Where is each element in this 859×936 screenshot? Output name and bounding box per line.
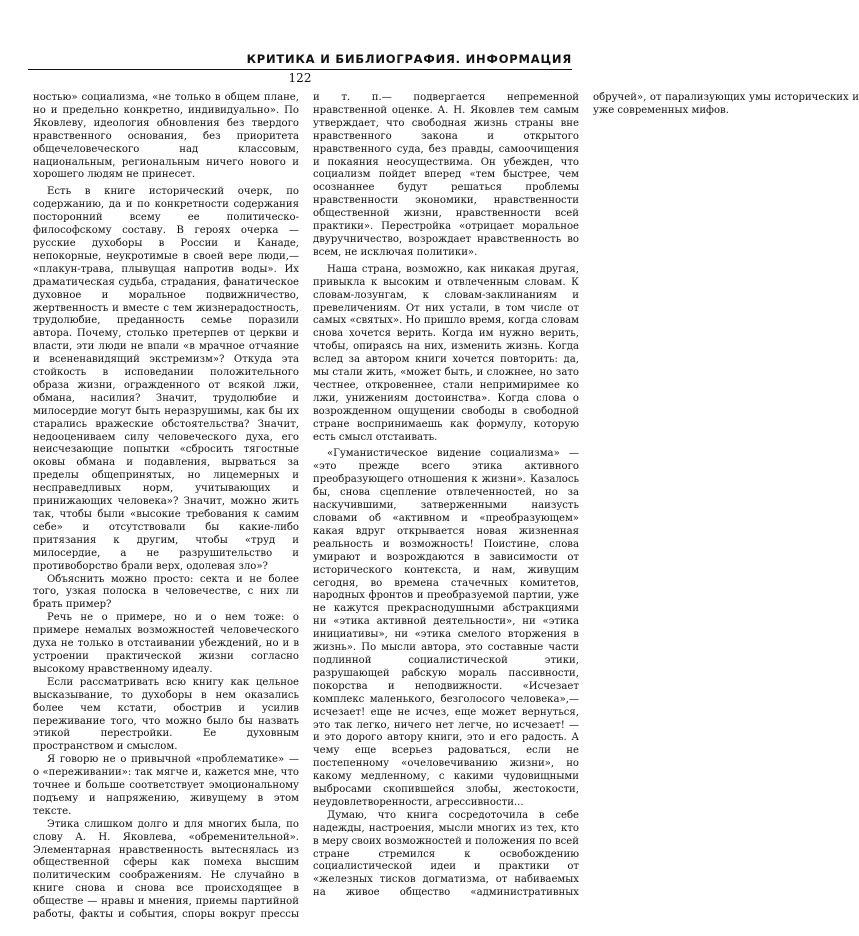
paragraph: ностью» социализма, «не только в общем плане, но и предельно конкретно, индивидуально». По Яковлеву, идеология обновления без твердого нравственного основания, без приоритета общечеловеческого над классовым, национальным, региональным ничего нового и хорошего людям не принесет.: [33, 92, 299, 181]
paragraph: Объяснить можно просто: секта и не более того, узкая полоска в человечестве, с них ли брать пример?: [33, 573, 299, 611]
section-title: КРИТИКА И БИБЛИОГРАФИЯ. ИНФОРМАЦИЯ: [246, 52, 572, 66]
running-header: [28, 52, 572, 70]
page-number: 122: [288, 71, 312, 85]
paragraph: Этика слишком долго и для многих была, по слову А. Н. Яковлева, «обременительной». Элементарная нравственность вытеснялась из общественной сферы как помеха высшим политическим соображениям. Не случайно в книге снова и снова все происходящее в обществе — нравы и мнения, приемы партийной работы, факты и события, споры вокруг прессы и т. п.— подвергается непременной нравственной оценке. А. Н. Яковлев тем самым утверждает, что свободная жизнь страны вне нравственного закона и открытого нравственного суда, без правды, самоочищения и покаяния неосуществима. Он убежден, что социализм пойдет вперед «тем быстрее, чем осознаннее будут решаться проблемы нравственности экономики, нравственности общественной жизни, нравственности всей практики». Перестройка «отрицает моральное двуручничество, возрождает нравственность во всем, не исключая политики».: [33, 92, 579, 921]
paragraph: Речь не о примере, но и о нем тоже: о примере немалых возможностей человеческого духа не только в отстаивании убеждений, но и в устроении практической жизни согласно высокому нравственному идеалу.: [33, 612, 299, 675]
paragraph: Думаю, что книга сосредоточила в себе надежды, настроения, мысли многих из тех, кто в меру своих возможностей и положения по всей стране стремился к освобождению социалистической идеи и практики от «железных тисков догматизма, от набиваемых на живое общество «административных обручей», от парализующих умы исторических и уже современных мифов.: [313, 92, 859, 899]
paragraph: Я говорю не о привычной «проблематике» — о «переживании»: так мягче и, кажется мне, что точнее и больше соответствует эмоциональному подъему и напряжению, живущему в этом тексте.: [33, 754, 299, 817]
header-rule: [28, 69, 572, 70]
paragraph: Есть в книге исторический очерк, по содержанию, да и по конкретности содержания посторонний всему ее политическо-философскому составу. В героях очерка — русские духоборы в России и Канаде, непокорные, неукротимые в своей вере люди,— «плакун-трава, плывущая напротив воды». Их драматическая судьба, страдания, фанатическое духовное и моральное подвижничество, жертвенность и вместе с тем жизнерадостность, трудолюбие, преданность семье поразили автора. Почему, столько претерпев от церкви и власти, эти люди не впали «в мрачное отчаяние и всененавидящий экстремизм»? Откуда эта стойкость в исповедании положительного образа жизни, огражденного от всякой лжи, обмана, насилия? Значит, трудолюбие и милосердие могут быть неразрушимы, как бы их старались вражеские обстоятельства? Значит, недооцениваем силу человеческого духа, его неисчезающие попытки «сбросить тягостные оковы обмана и подавления, вырваться за пределы общепринятых, но лицемерных и несправедливых норм, учитывающих и принижающих человека»? Значит, можно жить так, чтобы были «высокие требования к самим себе» и отсутствовали бы какие-либо притязания к другим, чтобы «труд и милосердие, а не разрушительство и противоборство брали верх, одолевая зло»?: [33, 186, 299, 572]
paragraph: «Гуманистическое видение социализма» — «это прежде всего этика активного преобразующего отношения к жизни». Казалось бы, снова сцепление отвлеченностей, но за наскучившими, затверженными наизусть словами об «активном и «преобразующем» какая вдруг открывается новая жизненная реальность и возможность! Поистине, слова умирают и возрождаются в зависимости от исторического контекста, и нам, живущим сегодня, во времена стачечных комитетов, народных фронтов и преобразуемой партии, уже не кажутся прекраснодушными абстракциями ни «этика активной деятельности», ни «этика инициативы», ни «этика смелого вторжения в жизнь». По мысли автора, это составные части подлинной социалистической этики, разрушающей рабскую мораль пассивности, покорства и неподвижности. «Исчезает комплекс маленького, безголосого человека»,— исчезает! еще не исчез, еще может вернуться, это так легко, ничего нет легче, но исчезает! — и это дорого автору книги, это и его радость. А чему еще всерьез радоваться, если не постепенному «очеловечиванию жизни», но какому медленному, с какими чудовищными выбросами скопившейся злобы, жестокости, неудовлетворенности, агрессивности...: [313, 448, 579, 808]
paragraph: Наша страна, возможно, как никакая другая, привыкла к высоким и отвлеченным словам. К словам-лозунгам, к словам-заклинаниям и превеличениям. От них устали, в том числе от самых «святых». Но пришло время, когда словам снова хочется верить. Когда им нужно верить, чтобы, опираясь на них, изменить жизнь. Когда вслед за автором книги хочется повторить: да, мы стали жить, «может быть, и сложнее, но зато честнее, откровеннее, стали непримиримее ко лжи, унижениям достоинства». Когда слова о возрожденном ощущении свободы в свободной стране воспринимаешь как формулу, которую есть смысл отстаивать.: [313, 263, 579, 443]
article-body: [33, 92, 859, 922]
paragraph: Если рассматривать всю книгу как цельное высказывание, то духоборы в нем оказались более чем кстати, обострив и усилив переживание того, что можно было бы назвать этикой перестройки. Ее духовным пространством и смыслом.: [33, 676, 299, 753]
